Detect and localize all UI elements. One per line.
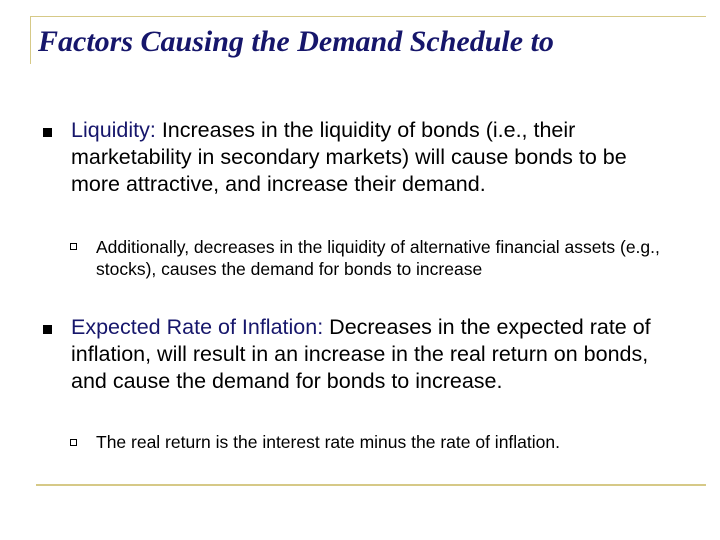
square-bullet-icon (43, 128, 52, 137)
sub-bullet-inflation: The real return is the interest rate minus the rate of inflation. (96, 432, 560, 452)
bullet-liquidity (71, 117, 671, 198)
title-top-rule (30, 16, 706, 17)
bullet-inflation (71, 314, 671, 395)
bottom-rule (36, 484, 706, 486)
square-bullet-icon (43, 325, 52, 334)
bullet-inflation-term: Expected Rate of Inflation: (71, 315, 324, 339)
bullet-liquidity-term: Liquidity: (71, 118, 156, 142)
sub-bullet-liquidity: Additionally, decreases in the liquidity of alternative financial assets (e.g., stocks), causes the demand for bonds to increase (96, 237, 660, 279)
bullet-liquidity-text: Increases in the liquidity of bonds (i.e., their marketability in secondary markets) will cause bonds to be more attractive, and increase their demand. (71, 118, 627, 196)
hollow-square-bullet-icon (70, 439, 77, 446)
slide-title: Factors Causing the Demand Schedule to (38, 25, 554, 58)
bullet-inflation-text: Decreases in the expected rate of inflation, will result in an increase in the real return on bonds, and cause the demand for bonds to increase. (71, 315, 651, 393)
title-left-rule (30, 16, 31, 64)
hollow-square-bullet-icon (70, 243, 77, 250)
